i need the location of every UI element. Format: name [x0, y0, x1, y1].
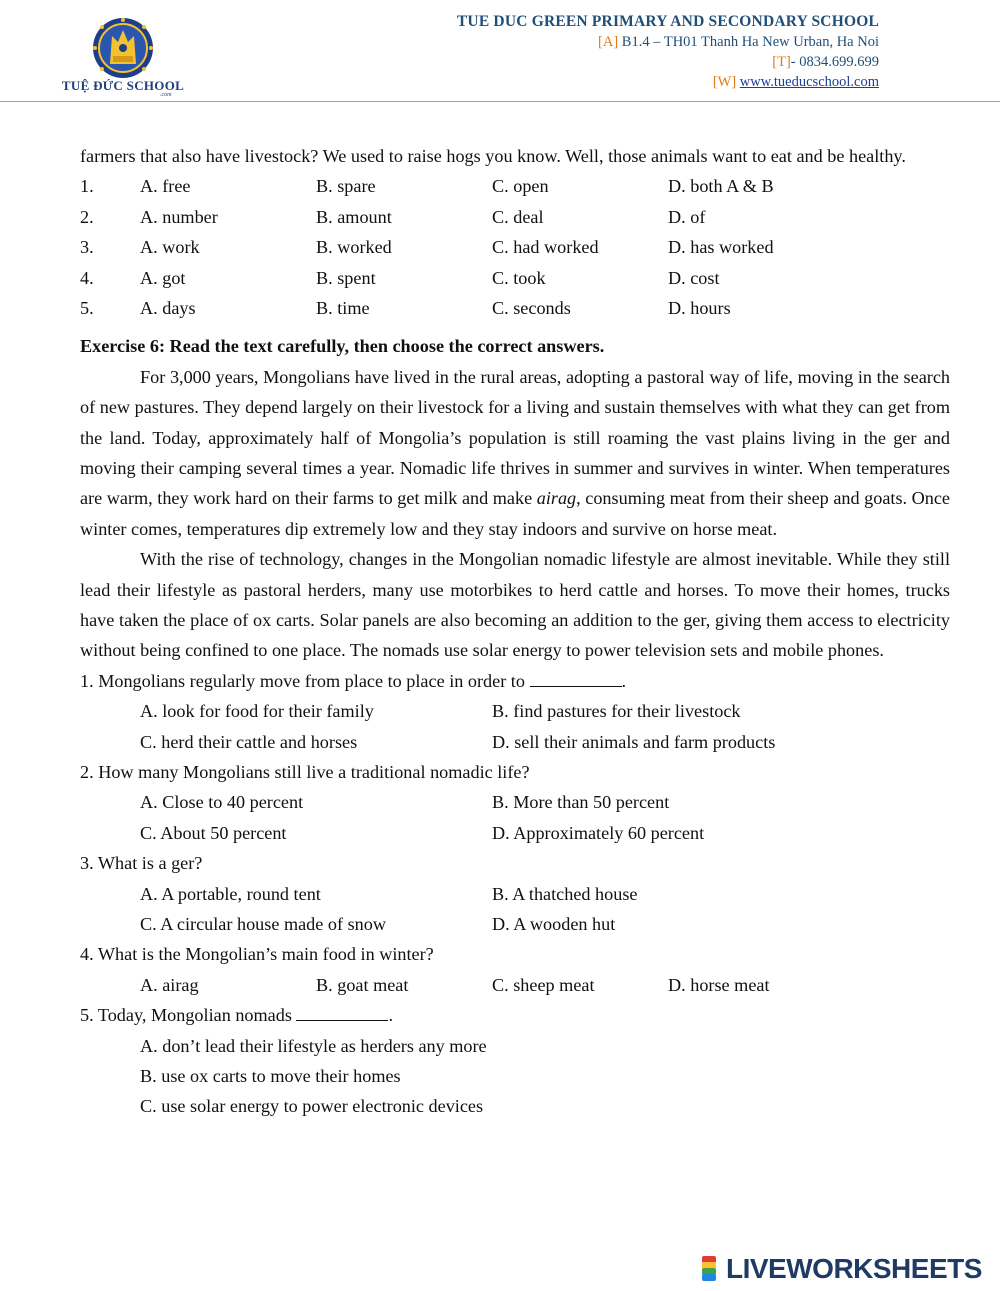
option-b[interactable]: B. goat meat — [316, 974, 409, 995]
exercise6-title: Exercise 6: Read the text carefully, then choose the correct answers. — [80, 336, 605, 357]
option-b[interactable]: B. time — [316, 297, 370, 318]
school-crest-icon — [60, 12, 186, 82]
option-c[interactable]: C. use solar energy to power electronic devices — [140, 1096, 484, 1117]
option-d[interactable]: D. Approximately 60 percent — [492, 822, 705, 843]
question-1: 1. Mongolians regularly move from place to place in order to . — [80, 666, 950, 696]
option-c[interactable]: C. herd their cattle and horses — [140, 731, 358, 752]
answer-options — [80, 879, 950, 909]
option-d[interactable]: D. horse meat — [668, 974, 770, 995]
option-b[interactable]: B. spare — [316, 176, 376, 197]
option-d[interactable]: D. has worked — [668, 237, 774, 258]
logo-subtext: .com — [160, 92, 172, 98]
option-c[interactable]: C. open — [492, 176, 549, 197]
option-a[interactable]: A. don’t lead their lifestyle as herders any more — [140, 1035, 487, 1056]
option-b[interactable]: B. find pastures for their livestock — [492, 701, 741, 722]
header-divider — [0, 101, 1000, 102]
answer-blank[interactable] — [296, 1002, 388, 1021]
reading-paragraph-1: For 3,000 years, Mongolians have lived in the rural areas, adopting a pastoral way of life, moving in the search of new pastures. They depend largely on their livestock for a living and sustain themselves with what they can get from the land. Today, approximately half of Mongolia’s population is still roaming the vast plains living in the ger and moving their camping several times a year. Nomadic life thrives in summer and survives in winter. When temperatures are warm, they work hard on their farms to get milk and make airag, consuming meat from their sheep and goats. Once winter comes, temperatures dip extremely low and they stay indoors and survive on horse meat. — [80, 366, 951, 539]
worksheet-content — [80, 141, 950, 1122]
option-c[interactable]: C. took — [492, 267, 546, 288]
question-5: 5. Today, Mongolian nomads . — [80, 1000, 950, 1030]
option-d[interactable]: D. both A & B — [668, 176, 774, 197]
option-a[interactable]: A. airag — [140, 974, 199, 995]
option-d[interactable]: D. hours — [668, 297, 731, 318]
exercise5-options — [80, 171, 950, 323]
option-a[interactable]: A. A portable, round tent — [140, 883, 321, 904]
option-c[interactable]: C. About 50 percent — [140, 822, 287, 843]
option-a[interactable]: A. work — [140, 237, 200, 258]
mc-row: 4. A. got B. spent C. took D. cost — [80, 263, 950, 293]
option-b[interactable]: B. More than 50 percent — [492, 792, 670, 813]
liveworksheets-logo-icon — [698, 1256, 722, 1282]
answer-blank[interactable] — [530, 668, 622, 687]
liveworksheets-text: LIVEWORKSHEETS — [726, 1253, 982, 1284]
option-b[interactable]: B. A thatched house — [492, 883, 638, 904]
mc-row: 1. A. free B. spare C. open D. both A & B — [80, 171, 950, 201]
school-name: TUE DUC GREEN PRIMARY AND SECONDARY SCHOOL — [456, 13, 879, 30]
reading-paragraph-2: With the rise of technology, changes in the Mongolian nomadic lifestyle are almost inevitable. While they still lead their lifestyle as pastoral herders, many use motorbikes to herd cattle and horses. To move their homes, trucks have taken the place of ox carts. Solar panels are also becoming an addition to the ger, giving them access to electricity without being confined to one place. The nomads use solar energy to power television sets and mobile phones. — [80, 549, 950, 661]
liveworksheets-brand — [698, 1254, 982, 1284]
option-c[interactable]: C. sheep meat — [492, 974, 595, 995]
option-b[interactable]: B. amount — [316, 206, 392, 227]
answer-options — [80, 909, 950, 939]
mc-row: 2. A. number B. amount C. deal D. of — [80, 202, 950, 232]
option-c[interactable]: C. A circular house made of snow — [140, 914, 386, 934]
option-a[interactable]: A. Close to 40 percent — [140, 792, 304, 813]
option-a[interactable]: A. look for food for their family — [140, 701, 374, 722]
answer-options — [80, 787, 950, 817]
intro-text: farmers that also have livestock? We used to raise hogs you know. Well, those animals want to eat and be healthy. — [80, 146, 906, 166]
question-4: 4. What is the Mongolian’s main food in winter? — [80, 944, 434, 965]
option-d[interactable]: D. A wooden hut — [492, 914, 616, 934]
mc-row: 3. A. work B. worked C. had worked D. has worked — [80, 232, 950, 262]
option-b[interactable]: B. use ox carts to move their homes — [140, 1065, 401, 1086]
school-phone: [T]- 0834.699.699 — [772, 54, 879, 70]
option-b[interactable]: B. worked — [316, 237, 392, 258]
mc-row: 5. A. days B. time C. seconds D. hours — [80, 293, 950, 323]
answer-options — [80, 696, 950, 726]
option-c[interactable]: C. deal — [492, 206, 544, 227]
option-d[interactable]: D. cost — [668, 267, 720, 288]
school-website: [W] www.tueducschool.com — [712, 74, 879, 90]
school-address: [A] B1.4 – TH01 Thanh Ha New Urban, Ha Noi — [598, 34, 879, 50]
option-a[interactable]: A. got — [140, 267, 186, 288]
option-c[interactable]: C. had worked — [492, 237, 599, 258]
option-a[interactable]: A. free — [140, 176, 191, 197]
option-a[interactable]: A. number — [140, 206, 218, 227]
question-2: 2. How many Mongolians still live a traditional nomadic life? — [80, 762, 530, 783]
answer-options — [80, 818, 950, 848]
logo-text: TUỆ ĐỨC SCHOOL — [61, 78, 185, 93]
website-link[interactable]: www.tueducschool.com — [739, 74, 879, 90]
answer-options — [80, 727, 950, 757]
option-b[interactable]: B. spent — [316, 267, 376, 288]
school-info — [457, 12, 879, 92]
option-d[interactable]: D. sell their animals and farm products — [492, 731, 776, 752]
page-header — [0, 0, 1000, 102]
answer-options — [80, 970, 950, 1000]
question-3: 3. What is a ger? — [80, 853, 203, 874]
school-logo — [60, 12, 186, 100]
option-a[interactable]: A. days — [140, 297, 196, 318]
option-c[interactable]: C. seconds — [492, 297, 571, 318]
option-d[interactable]: D. of — [668, 206, 706, 227]
